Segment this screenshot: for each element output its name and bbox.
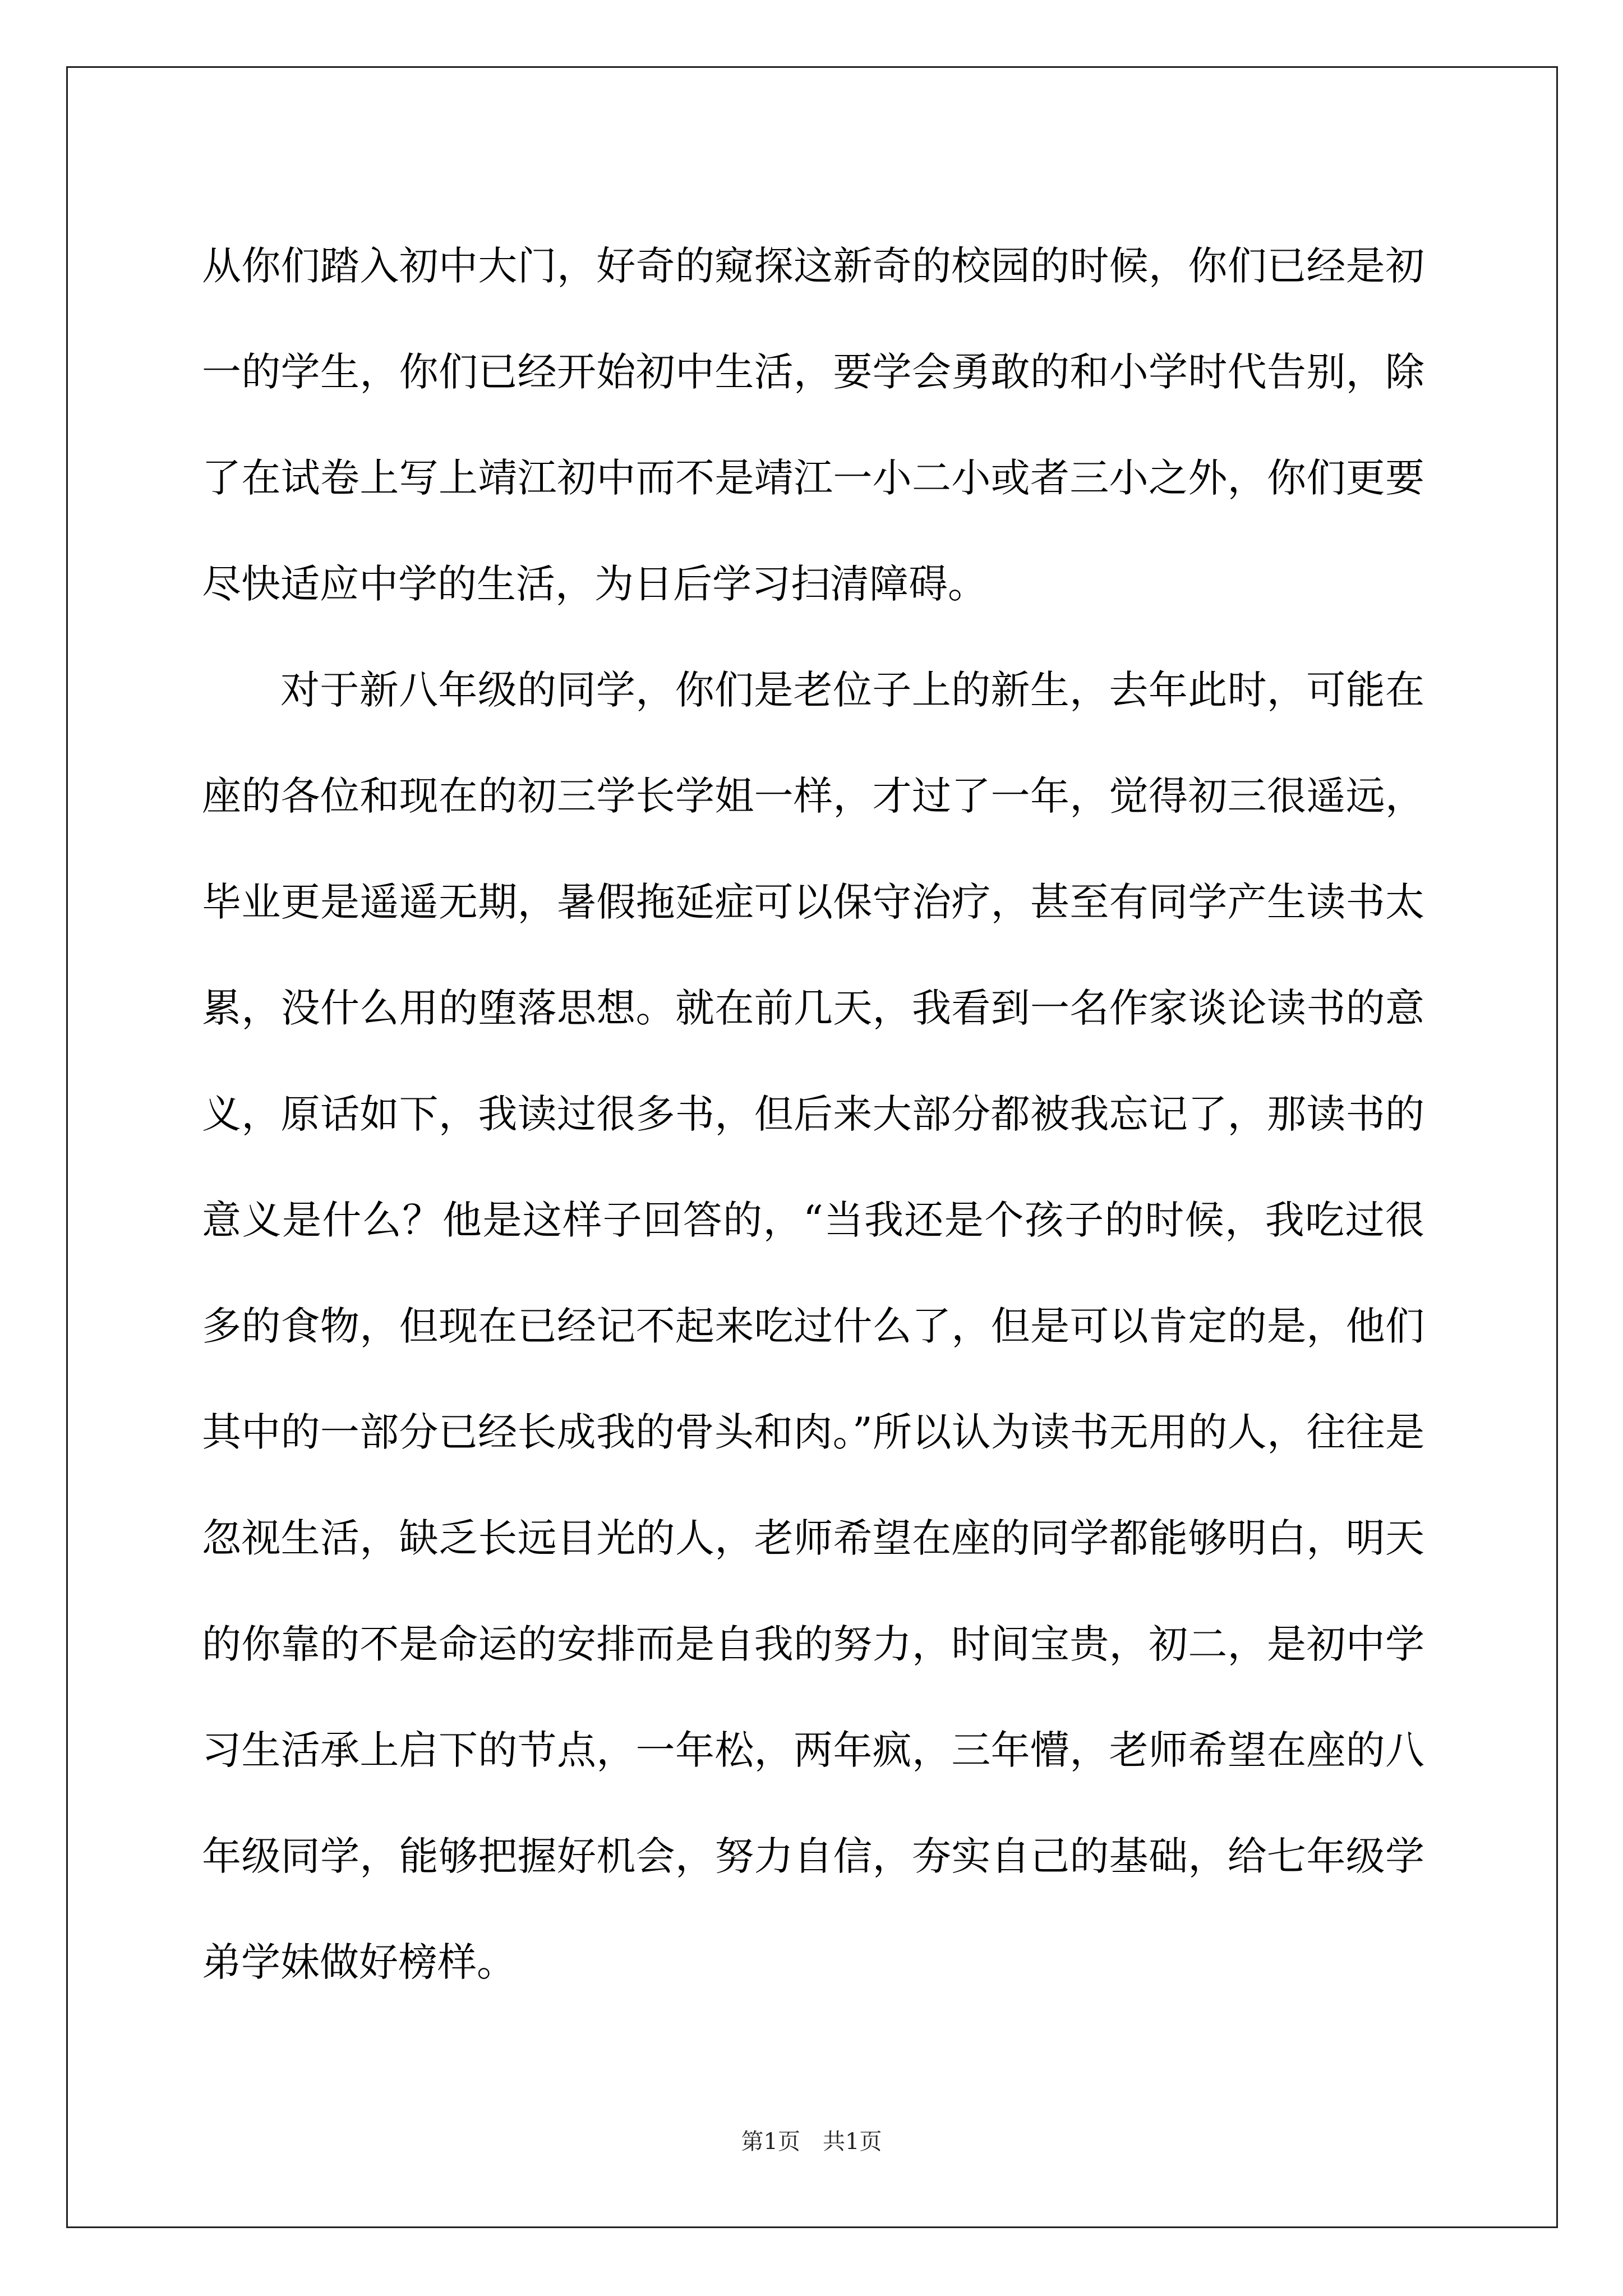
page-footer bbox=[0, 2124, 1623, 2156]
page-total: 共1页 bbox=[823, 2129, 882, 2155]
paragraph-1: 从你们踏入初中大门，好奇的窥探这新奇的校园的时候，你们已经是初一的学生，你们已经开始初中生活，要学会勇敢的和小学时代告别，除了在试卷上写上靖江初中而不是靖江一小二小或者三小之外，你们更要尽快适应中学的生活，为日后学习扫清障碍。 bbox=[202, 243, 1424, 607]
document-body bbox=[202, 213, 1424, 2016]
paragraph-2: 对于新八年级的同学，你们是老位子上的新生，去年此时，可能在座的各位和现在的初三学长学姐一样，才过了一年，觉得初三很遥远，毕业更是遥遥无期，暑假拖延症可以保守治疗，甚至有同学产生读书太累，没什么用的堕落思想。就在前几天，我看到一名作家谈论读书的意义，原话如下，我读过很多书，但后来大部分都被我忘记了，那读书的意义是什么？他是这样子回答的，“当我还是个孩子的时候，我吃过很多的食物，但现在已经记不起来吃过什么了，但是可以肯定的是，他们其中的一部分已经长成我的骨头和肉。”所以认为读书无用的人，往往是忽视生活，缺乏长远目光的人，老师希望在座的同学都能够明白，明天的你靠的不是命运的安排而是自我的努力，时间宝贵，初二，是初中学习生活承上启下的节点，一年松，两年疯，三年懵，老师希望在座的八年级同学，能够把握好机会，努力自信，夯实自己的基础，给七年级学弟学妹做好榜样。 bbox=[202, 667, 1424, 1985]
page-number: 第1页 bbox=[741, 2129, 800, 2155]
